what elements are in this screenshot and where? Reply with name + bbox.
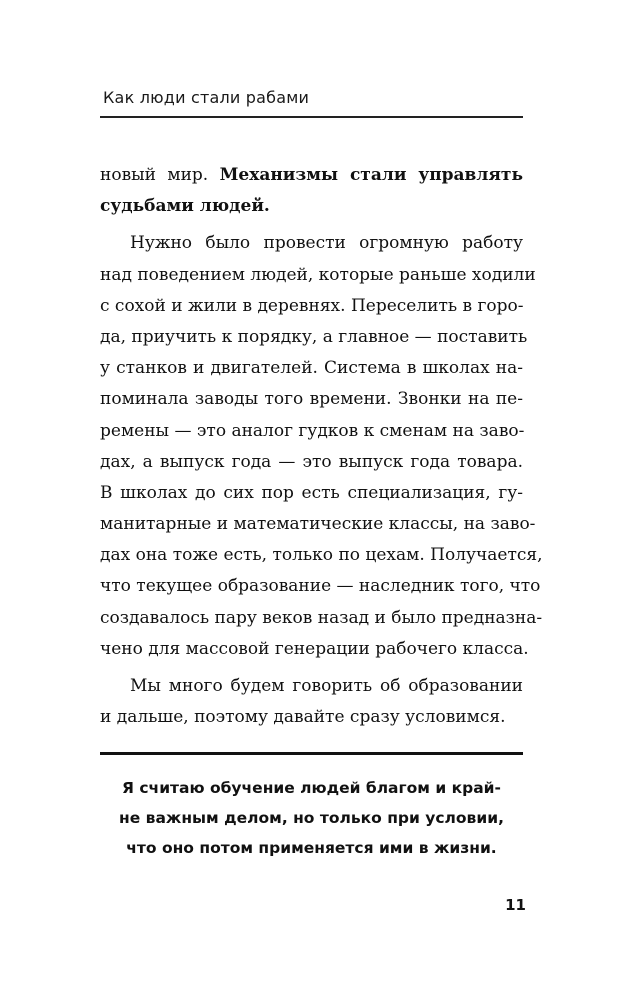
paragraph-2-line: ремены — это аналог гудков к сменам на заво- bbox=[100, 420, 525, 441]
paragraph-2-line: В школах до сих пор есть специализация, гу- bbox=[100, 482, 523, 503]
body-text bbox=[100, 160, 543, 733]
callout-line: Я считаю обучение людей благом и край- bbox=[122, 779, 501, 797]
bold-text: судьбами людей. bbox=[100, 196, 270, 217]
paragraph-2-line: что текущее образование — наследник того, что bbox=[100, 576, 541, 597]
callout-rule bbox=[100, 752, 523, 755]
paragraph-2-line: с сохой и жили в деревнях. Переселить в горо- bbox=[100, 295, 524, 316]
paragraph-2-line: над поведением людей, которые раньше ходили bbox=[100, 264, 536, 285]
bold-text: Механизмы стали управлять bbox=[219, 165, 523, 185]
callout-quote bbox=[100, 773, 523, 863]
paragraph-2-line: у станков и двигателей. Система в школах на- bbox=[100, 358, 523, 379]
paragraph-2-line: да, приучить к порядку, а главное — поставить bbox=[100, 326, 528, 347]
callout-line: не важным делом, но только при условии, bbox=[119, 809, 504, 827]
paragraph-2-line: создавалось пару веков назад и было предназна- bbox=[100, 607, 543, 628]
running-head: Как люди стали рабами bbox=[103, 88, 310, 107]
paragraph-2-line: манитарные и математические классы, на заво- bbox=[100, 514, 536, 535]
page-number: 11 bbox=[505, 896, 526, 914]
paragraph-3-line: Мы много будем говорить об образовании bbox=[130, 676, 523, 696]
header-rule bbox=[100, 116, 523, 118]
paragraph-2-line: поминала заводы того времени. Звонки на пе- bbox=[100, 389, 523, 410]
paragraph-1-line-1 bbox=[100, 160, 523, 191]
callout-line: что оно потом применяется ими в жизни. bbox=[126, 839, 497, 857]
paragraph-2-line: дах, а выпуск года — это выпуск года товара. bbox=[100, 451, 523, 472]
paragraph-2-line: Нужно было провести огромную работу bbox=[130, 233, 523, 254]
plain-text: новый мир. bbox=[100, 165, 220, 185]
paragraph-2-line: чено для массовой генерации рабочего класса. bbox=[100, 638, 529, 659]
paragraph-1-line-2 bbox=[100, 191, 523, 222]
paragraph-3-line: и дальше, поэтому давайте сразу условимся. bbox=[100, 707, 506, 728]
paragraph-2-line: дах она тоже есть, только по цехам. Получается, bbox=[100, 545, 543, 566]
